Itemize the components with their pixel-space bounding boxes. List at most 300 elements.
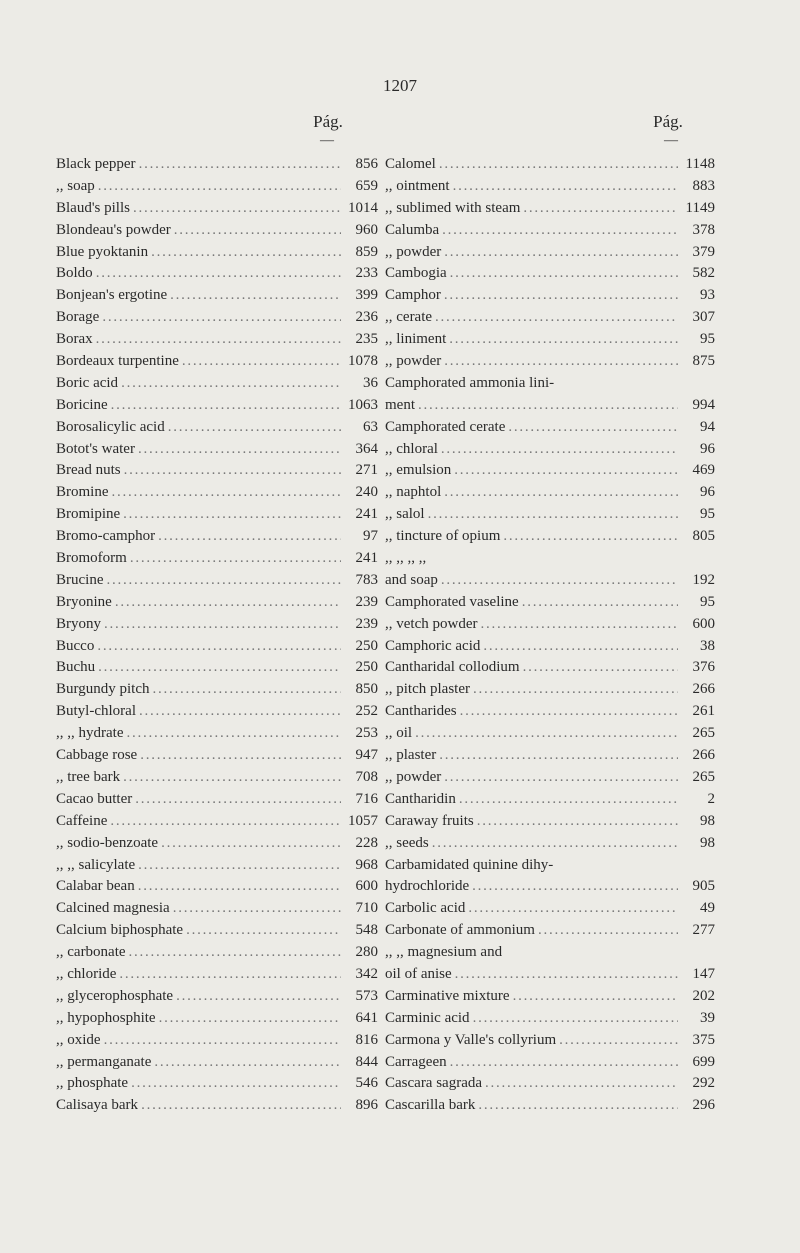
entry-page-number: 271 bbox=[355, 462, 378, 479]
index-entry bbox=[56, 1073, 378, 1095]
index-entry bbox=[385, 657, 715, 679]
dot-leader bbox=[106, 570, 341, 592]
dot-leader bbox=[182, 351, 341, 373]
dot-leader bbox=[173, 898, 341, 920]
entry-label: ,, ,, magnesium and bbox=[385, 944, 503, 961]
dot-leader bbox=[444, 242, 678, 264]
dot-leader bbox=[139, 701, 341, 723]
dot-leader bbox=[480, 614, 678, 636]
entry-label: Burgundy pitch bbox=[56, 681, 150, 698]
entry-page-number: 960 bbox=[355, 221, 378, 238]
dot-leader bbox=[151, 242, 341, 264]
entry-page-number: 805 bbox=[692, 528, 715, 545]
dot-leader bbox=[441, 439, 678, 461]
index-entry bbox=[385, 679, 715, 701]
entry-label: ,, permanganate bbox=[56, 1053, 152, 1070]
index-entry bbox=[56, 482, 378, 504]
entry-page-number: 39 bbox=[700, 1009, 715, 1026]
entry-page-number: 252 bbox=[355, 703, 378, 720]
dot-leader bbox=[460, 701, 678, 723]
dot-leader bbox=[121, 373, 341, 395]
index-entry bbox=[56, 526, 378, 548]
entry-label: Cambogia bbox=[385, 265, 447, 282]
entry-page-number: 1057 bbox=[348, 812, 378, 829]
entry-page-number: 239 bbox=[355, 593, 378, 610]
entry-page-number: 266 bbox=[692, 747, 715, 764]
entry-page-number: 708 bbox=[355, 768, 378, 785]
left-column-header: Pág. bbox=[313, 112, 343, 131]
entry-label: ,, powder bbox=[385, 243, 442, 260]
entry-page-number: 96 bbox=[700, 484, 715, 501]
entry-page-number: 241 bbox=[355, 506, 378, 523]
index-entry bbox=[385, 242, 715, 264]
entry-page-number: 265 bbox=[692, 725, 715, 742]
index-entry bbox=[56, 570, 378, 592]
entry-label: Butyl-chloral bbox=[56, 703, 136, 720]
right-index-column bbox=[385, 154, 715, 1117]
dot-leader bbox=[96, 263, 341, 285]
entry-page-number: 379 bbox=[692, 243, 715, 260]
entry-label: Blondeau's powder bbox=[56, 221, 171, 238]
entry-page-number: 968 bbox=[355, 856, 378, 873]
dot-leader bbox=[110, 811, 341, 833]
dot-leader bbox=[135, 789, 341, 811]
index-entry bbox=[385, 526, 715, 548]
entry-label: Carrageen bbox=[385, 1053, 447, 1070]
dot-leader bbox=[472, 876, 678, 898]
index-entry bbox=[385, 198, 715, 220]
dot-leader bbox=[161, 833, 341, 855]
dot-leader bbox=[138, 439, 341, 461]
entry-label: ,, pitch plaster bbox=[385, 681, 470, 698]
dot-leader bbox=[473, 679, 678, 701]
index-entry bbox=[56, 460, 378, 482]
entry-page-number: 235 bbox=[355, 331, 378, 348]
entry-label: ,, tincture of opium bbox=[385, 528, 501, 545]
dot-leader bbox=[133, 198, 341, 220]
entry-label: Camphorated cerate bbox=[385, 418, 506, 435]
entry-page-number: 375 bbox=[692, 1031, 715, 1048]
entry-page-number: 1149 bbox=[685, 199, 715, 216]
dot-leader bbox=[523, 657, 678, 679]
dot-leader bbox=[450, 263, 678, 285]
dot-leader bbox=[159, 1008, 341, 1030]
entry-label: Brucine bbox=[56, 571, 104, 588]
entry-page-number: 49 bbox=[700, 900, 715, 917]
entry-page-number: 816 bbox=[355, 1031, 378, 1048]
index-entry bbox=[385, 789, 715, 811]
entry-label: Bromoform bbox=[56, 550, 127, 567]
index-entry bbox=[56, 942, 378, 964]
dot-leader bbox=[140, 745, 341, 767]
entry-page-number: 307 bbox=[692, 309, 715, 326]
index-entry bbox=[56, 307, 378, 329]
entry-page-number: 399 bbox=[355, 287, 378, 304]
dot-leader bbox=[459, 789, 678, 811]
entry-label: Calomel bbox=[385, 156, 436, 172]
entry-page-number: 710 bbox=[355, 900, 378, 917]
entry-page-number: 883 bbox=[692, 177, 715, 194]
entry-page-number: 253 bbox=[355, 725, 378, 742]
entry-page-number: 342 bbox=[355, 965, 378, 982]
index-entry bbox=[56, 789, 378, 811]
index-entry bbox=[56, 1095, 378, 1117]
entry-label: ,, vetch powder bbox=[385, 615, 478, 632]
entry-label: ,, soap bbox=[56, 177, 95, 194]
entry-page-number: 469 bbox=[692, 462, 715, 479]
dot-leader bbox=[439, 745, 678, 767]
dot-leader bbox=[478, 1095, 678, 1117]
entry-page-number: 546 bbox=[355, 1075, 378, 1092]
entry-page-number: 1063 bbox=[348, 396, 378, 413]
dot-leader bbox=[538, 920, 678, 942]
entry-page-number: 236 bbox=[355, 309, 378, 326]
dot-leader bbox=[111, 395, 341, 417]
index-entry bbox=[56, 417, 378, 439]
dot-leader bbox=[98, 176, 341, 198]
index-entry bbox=[385, 1030, 715, 1052]
index-entry bbox=[385, 1052, 715, 1074]
index-entry bbox=[56, 154, 378, 176]
entry-page-number: 95 bbox=[700, 593, 715, 610]
index-entry bbox=[385, 964, 715, 986]
index-entry bbox=[56, 833, 378, 855]
right-column-header: Pág. bbox=[653, 112, 683, 131]
index-entry bbox=[385, 833, 715, 855]
dot-leader bbox=[473, 1008, 678, 1030]
index-entry bbox=[56, 548, 378, 570]
page-number: 1207 bbox=[383, 76, 417, 95]
entry-label: ,, ,, ,, ,, bbox=[385, 550, 427, 567]
entry-label: ,, powder bbox=[385, 353, 442, 370]
dot-leader bbox=[139, 154, 341, 176]
entry-label: Bromipine bbox=[56, 506, 121, 523]
index-entry bbox=[385, 570, 715, 592]
index-entry bbox=[385, 767, 715, 789]
left-index-column bbox=[56, 154, 378, 1117]
index-entry bbox=[56, 1052, 378, 1074]
index-entry bbox=[385, 176, 715, 198]
dot-leader bbox=[439, 154, 678, 176]
index-entry bbox=[385, 395, 715, 417]
entry-label: Borosalicylic acid bbox=[56, 418, 165, 435]
index-entry bbox=[385, 1008, 715, 1030]
entry-label: Camphoric acid bbox=[385, 637, 481, 654]
entry-label: ,, powder bbox=[385, 768, 442, 785]
entry-label: ,, plaster bbox=[385, 747, 437, 764]
entry-page-number: 95 bbox=[700, 331, 715, 348]
dot-leader bbox=[119, 964, 341, 986]
entry-label: Blue pyoktanin bbox=[56, 243, 149, 260]
dot-leader bbox=[102, 307, 341, 329]
entry-page-number: 38 bbox=[700, 637, 715, 654]
entry-page-number: 376 bbox=[692, 659, 715, 676]
dot-leader bbox=[138, 855, 341, 877]
entry-page-number: 250 bbox=[355, 637, 378, 654]
dot-leader bbox=[170, 285, 341, 307]
index-entry bbox=[56, 395, 378, 417]
index-entry bbox=[56, 745, 378, 767]
dot-leader bbox=[98, 657, 341, 679]
dot-leader bbox=[432, 833, 678, 855]
entry-page-number: 266 bbox=[692, 681, 715, 698]
entry-page-number: 1014 bbox=[348, 199, 378, 216]
entry-page-number: 94 bbox=[700, 418, 715, 435]
dot-leader bbox=[168, 417, 341, 439]
entry-page-number: 659 bbox=[355, 177, 378, 194]
index-entry bbox=[385, 811, 715, 833]
index-entry bbox=[385, 307, 715, 329]
index-entry bbox=[385, 942, 715, 964]
entry-page-number: 36 bbox=[363, 374, 378, 391]
dot-leader bbox=[141, 1095, 341, 1117]
index-entry bbox=[56, 614, 378, 636]
entry-label: ,, liniment bbox=[385, 331, 447, 348]
index-entry bbox=[56, 811, 378, 833]
dot-leader bbox=[454, 460, 678, 482]
entry-label: Calabar bean bbox=[56, 878, 135, 895]
dot-leader bbox=[444, 482, 678, 504]
entry-page-number: 947 bbox=[355, 747, 378, 764]
index-entry bbox=[385, 439, 715, 461]
entry-label: ,, seeds bbox=[385, 834, 429, 851]
entry-page-number: 239 bbox=[355, 615, 378, 632]
dot-leader bbox=[477, 811, 678, 833]
entry-label: ,, chloral bbox=[385, 440, 438, 457]
entry-page-number: 641 bbox=[355, 1009, 378, 1026]
index-entry bbox=[56, 636, 378, 658]
entry-label: Borage bbox=[56, 309, 100, 326]
entry-label: Bryonine bbox=[56, 593, 112, 610]
entry-page-number: 600 bbox=[355, 878, 378, 895]
index-entry bbox=[56, 986, 378, 1008]
index-entry bbox=[56, 898, 378, 920]
dot-leader bbox=[129, 942, 341, 964]
entry-page-number: 994 bbox=[692, 396, 715, 413]
entry-label: Buchu bbox=[56, 659, 96, 676]
dot-leader bbox=[124, 460, 341, 482]
entry-label: Bromine bbox=[56, 484, 109, 501]
index-entry bbox=[56, 657, 378, 679]
entry-label: oil of anise bbox=[385, 965, 452, 982]
left-column-dash: — bbox=[320, 133, 334, 148]
dot-leader bbox=[123, 767, 341, 789]
entry-label: ,, carbonate bbox=[56, 944, 126, 961]
index-entry bbox=[385, 154, 715, 176]
dot-leader bbox=[522, 592, 678, 614]
dot-leader bbox=[455, 964, 678, 986]
entry-label: Camphor bbox=[385, 287, 441, 304]
index-entry bbox=[385, 745, 715, 767]
index-entry bbox=[385, 592, 715, 614]
dot-leader bbox=[559, 1030, 678, 1052]
dot-leader bbox=[176, 986, 341, 1008]
entry-page-number: 364 bbox=[355, 440, 378, 457]
entry-label: Bromo-camphor bbox=[56, 528, 156, 545]
entry-label: Cacao butter bbox=[56, 790, 133, 807]
entry-label: ,, emulsion bbox=[385, 462, 452, 479]
entry-page-number: 582 bbox=[692, 265, 715, 282]
entry-label: hydrochloride bbox=[385, 878, 470, 895]
entry-label: Bordeaux turpentine bbox=[56, 353, 179, 370]
entry-label: Carbolic acid bbox=[385, 900, 466, 917]
index-entry bbox=[385, 548, 715, 570]
entry-page-number: 548 bbox=[355, 922, 378, 939]
entry-label: Botot's water bbox=[56, 440, 135, 457]
dot-leader bbox=[131, 1073, 341, 1095]
dot-leader bbox=[428, 504, 678, 526]
index-entry bbox=[385, 723, 715, 745]
entry-label: Borax bbox=[56, 331, 93, 348]
entry-page-number: 265 bbox=[692, 768, 715, 785]
entry-page-number: 844 bbox=[355, 1053, 378, 1070]
index-entry bbox=[385, 373, 715, 395]
index-entry bbox=[56, 1030, 378, 1052]
entry-page-number: 1078 bbox=[348, 353, 378, 370]
index-entry bbox=[56, 920, 378, 942]
index-entry bbox=[56, 263, 378, 285]
entry-page-number: 95 bbox=[700, 506, 715, 523]
entry-label: Blaud's pills bbox=[56, 199, 130, 216]
entry-label: Calcined magnesia bbox=[56, 900, 170, 917]
entry-page-number: 896 bbox=[355, 1097, 378, 1114]
entry-page-number: 147 bbox=[692, 965, 715, 982]
entry-label: ,, chloride bbox=[56, 965, 117, 982]
entry-page-number: 202 bbox=[692, 987, 715, 1004]
entry-page-number: 241 bbox=[355, 550, 378, 567]
index-entry bbox=[385, 460, 715, 482]
entry-label: ,, oil bbox=[385, 725, 413, 742]
entry-label: ,, ointment bbox=[385, 177, 450, 194]
entry-page-number: 192 bbox=[692, 571, 715, 588]
entry-label: Camphorated ammonia lini- bbox=[385, 374, 555, 391]
entry-page-number: 233 bbox=[355, 265, 378, 282]
entry-page-number: 905 bbox=[692, 878, 715, 895]
entry-page-number: 93 bbox=[700, 287, 715, 304]
entry-label: ,, phosphate bbox=[56, 1075, 129, 1092]
entry-label: Bucco bbox=[56, 637, 95, 654]
dot-leader bbox=[444, 285, 678, 307]
entry-page-number: 98 bbox=[700, 812, 715, 829]
entry-label: Camphorated vaseline bbox=[385, 593, 519, 610]
entry-page-number: 96 bbox=[700, 440, 715, 457]
index-entry bbox=[56, 198, 378, 220]
entry-label: ,, tree bark bbox=[56, 768, 121, 785]
entry-label: ,, cerate bbox=[385, 309, 433, 326]
dot-leader bbox=[435, 307, 678, 329]
entry-label: ,, salol bbox=[385, 506, 425, 523]
index-entry bbox=[56, 285, 378, 307]
dot-leader bbox=[112, 482, 342, 504]
dot-leader bbox=[485, 1073, 678, 1095]
entry-page-number: 1148 bbox=[685, 156, 715, 172]
entry-page-number: 277 bbox=[692, 922, 715, 939]
entry-page-number: 859 bbox=[355, 243, 378, 260]
index-entry bbox=[56, 176, 378, 198]
entry-label: and soap bbox=[385, 571, 438, 588]
entry-label: ,, glycerophosphate bbox=[56, 987, 174, 1004]
entry-page-number: 699 bbox=[692, 1053, 715, 1070]
dot-leader bbox=[444, 767, 678, 789]
dot-leader bbox=[174, 220, 341, 242]
entry-label: Carmona y Valle's collyrium bbox=[385, 1031, 557, 1048]
entry-page-number: 98 bbox=[700, 834, 715, 851]
entry-label: Carbamidated quinine dihy- bbox=[385, 856, 554, 873]
index-entry bbox=[56, 220, 378, 242]
index-entry bbox=[385, 482, 715, 504]
dot-leader bbox=[444, 351, 678, 373]
entry-page-number: 292 bbox=[692, 1075, 715, 1092]
entry-page-number: 378 bbox=[692, 221, 715, 238]
entry-page-number: 296 bbox=[692, 1097, 715, 1114]
entry-label: Cantharidal collodium bbox=[385, 659, 520, 676]
entry-label: ,, sublimed with steam bbox=[385, 199, 521, 216]
index-entry bbox=[56, 242, 378, 264]
dot-leader bbox=[97, 636, 341, 658]
dot-leader bbox=[508, 417, 678, 439]
entry-label: Calumba bbox=[385, 221, 440, 238]
entry-page-number: 716 bbox=[355, 790, 378, 807]
index-entry bbox=[56, 1008, 378, 1030]
dot-leader bbox=[449, 329, 678, 351]
entry-label: Caffeine bbox=[56, 812, 108, 829]
dot-leader bbox=[96, 329, 341, 351]
entry-label: Bryony bbox=[56, 615, 101, 632]
dot-leader bbox=[104, 1030, 341, 1052]
dot-leader bbox=[152, 679, 341, 701]
right-column-dash: — bbox=[664, 133, 678, 148]
entry-label: Carminative mixture bbox=[385, 987, 510, 1004]
dot-leader bbox=[415, 723, 678, 745]
index-entry bbox=[56, 592, 378, 614]
entry-label: Caraway fruits bbox=[385, 812, 474, 829]
entry-page-number: 228 bbox=[355, 834, 378, 851]
entry-page-number: 63 bbox=[363, 418, 378, 435]
dot-leader bbox=[503, 526, 678, 548]
entry-label: Bread nuts bbox=[56, 462, 121, 479]
index-entry bbox=[385, 1095, 715, 1117]
index-entry bbox=[385, 417, 715, 439]
entry-label: ,, oxide bbox=[56, 1031, 101, 1048]
entry-label: Boricine bbox=[56, 396, 108, 413]
index-entry bbox=[56, 964, 378, 986]
dot-leader bbox=[104, 614, 341, 636]
dot-leader bbox=[453, 176, 678, 198]
dot-leader bbox=[418, 395, 678, 417]
entry-label: Cascara sagrada bbox=[385, 1075, 483, 1092]
index-entry bbox=[385, 920, 715, 942]
index-entry bbox=[385, 504, 715, 526]
dot-leader bbox=[483, 636, 678, 658]
entry-label: ,, ,, salicylate bbox=[56, 856, 136, 873]
dot-leader bbox=[130, 548, 341, 570]
index-entry bbox=[385, 614, 715, 636]
dot-leader bbox=[154, 1052, 341, 1074]
entry-label: Cantharides bbox=[385, 703, 457, 720]
dot-leader bbox=[442, 220, 678, 242]
index-entry bbox=[56, 679, 378, 701]
index-entry bbox=[56, 701, 378, 723]
entry-label: Cascarilla bark bbox=[385, 1097, 476, 1114]
index-entry bbox=[385, 636, 715, 658]
index-entry bbox=[385, 986, 715, 1008]
index-entry bbox=[56, 329, 378, 351]
index-entry bbox=[56, 767, 378, 789]
entry-label: Carminic acid bbox=[385, 1009, 470, 1026]
entry-page-number: 875 bbox=[692, 353, 715, 370]
entry-label: Cantharidin bbox=[385, 790, 456, 807]
entry-label: ,, naphtol bbox=[385, 484, 442, 501]
